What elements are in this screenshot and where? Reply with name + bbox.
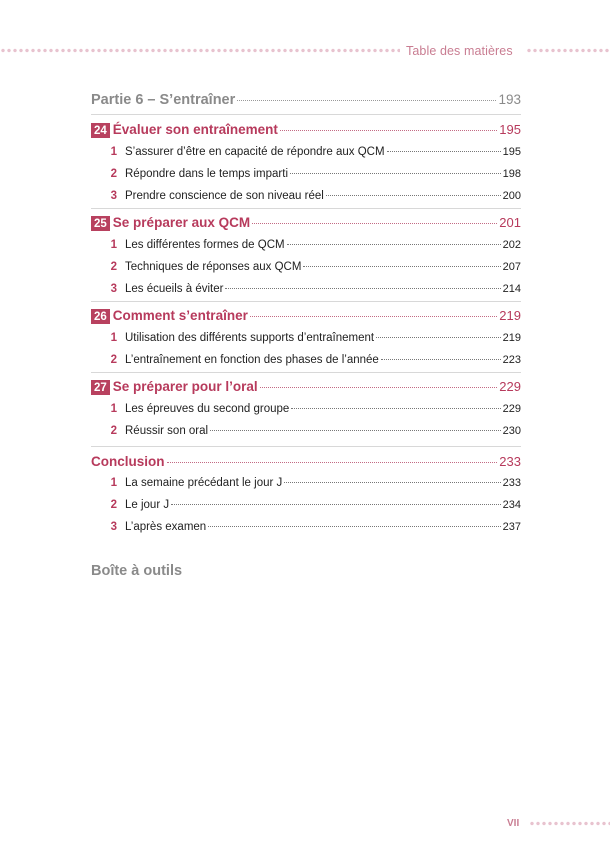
section-entry[interactable]: [91, 521, 521, 533]
header-dots-left: [0, 48, 400, 53]
part-entry[interactable]: [91, 92, 521, 108]
page-number: 198: [502, 168, 521, 180]
header-dots-right: [526, 48, 610, 53]
page-number: 233: [502, 477, 521, 489]
page-number: 219: [502, 332, 521, 344]
section-entry[interactable]: [91, 499, 521, 511]
chapter-number-badge: 24: [91, 123, 110, 138]
section-number: 1: [110, 332, 117, 344]
section-title: Utilisation des différents supports d’entraînement: [125, 332, 375, 344]
page-number: 195: [502, 146, 521, 158]
conclusion-entry[interactable]: [91, 454, 521, 469]
page-number: 195: [499, 122, 521, 137]
page-number: 214: [502, 283, 521, 295]
section-number: 2: [110, 499, 117, 511]
section-number: 1: [110, 477, 117, 489]
section-title: La semaine précédant le jour J: [125, 477, 283, 489]
section-title: Les épreuves du second groupe: [125, 403, 290, 415]
section-title: Répondre dans le temps imparti: [125, 168, 288, 180]
page-number: 223: [502, 354, 521, 366]
dot-leader: [290, 173, 501, 174]
page-number: 229: [502, 403, 521, 415]
section-title: L’après examen: [125, 521, 207, 533]
dot-leader: [291, 408, 500, 409]
dot-leader: [208, 526, 500, 527]
page-number: 230: [502, 425, 521, 437]
section-entry[interactable]: [91, 190, 521, 202]
dot-leader: [260, 387, 498, 388]
section-entry[interactable]: [91, 239, 521, 251]
page-number: 234: [502, 499, 521, 511]
section-title: Techniques de réponses aux QCM: [125, 261, 302, 273]
dot-leader: [171, 504, 501, 505]
section-number: 2: [110, 425, 117, 437]
section-title: S’assurer d’être en capacité de répondre aux QCM: [125, 146, 385, 158]
chapter-title: Se préparer pour l’oral: [112, 379, 258, 394]
dot-leader: [381, 359, 501, 360]
section-title: Le jour J: [125, 499, 170, 511]
divider: [91, 301, 521, 302]
section-title: Réussir son oral: [125, 425, 209, 437]
section-entry[interactable]: [91, 332, 521, 344]
chapter-number-badge: 25: [91, 216, 110, 231]
section-entry[interactable]: [91, 283, 521, 295]
chapter-entry[interactable]: [91, 379, 521, 395]
dot-leader: [167, 462, 498, 463]
section-entry[interactable]: [91, 354, 521, 366]
page-number: 200: [502, 190, 521, 202]
toolbox-heading[interactable]: Boîte à outils: [91, 563, 183, 579]
section-entry[interactable]: [91, 425, 521, 437]
footer-dots: [529, 821, 610, 826]
dot-leader: [287, 244, 501, 245]
dot-leader: [284, 482, 500, 483]
dot-leader: [250, 316, 497, 317]
page-folio: VII: [507, 818, 520, 829]
page-number: 207: [502, 261, 521, 273]
chapter-title: Se préparer aux QCM: [112, 215, 251, 230]
page-number: 219: [499, 308, 521, 323]
chapter-number-badge: 26: [91, 309, 110, 324]
section-number: 2: [110, 168, 117, 180]
dot-leader: [376, 337, 501, 338]
section-title: Les différentes formes de QCM: [125, 239, 285, 251]
section-number: 2: [110, 354, 117, 366]
dot-leader: [237, 100, 496, 101]
chapter-entry[interactable]: [91, 308, 521, 324]
dot-leader: [280, 130, 497, 131]
page-number: 237: [502, 521, 521, 533]
conclusion-title: Conclusion: [91, 454, 165, 469]
section-title: Prendre conscience de son niveau réel: [125, 190, 324, 202]
section-title: L’entraînement en fonction des phases de l’année: [125, 354, 379, 366]
dot-leader: [387, 151, 501, 152]
section-number: 1: [110, 403, 117, 415]
dot-leader: [303, 266, 500, 267]
chapter-entry[interactable]: [91, 122, 521, 138]
dot-leader: [225, 288, 500, 289]
dot-leader: [210, 430, 501, 431]
section-title: Les écueils à éviter: [125, 283, 224, 295]
dot-leader: [326, 195, 501, 196]
part-title: Partie 6 – S’entraîner: [91, 92, 236, 108]
page-number: 233: [499, 454, 521, 469]
page-number: 229: [499, 379, 521, 394]
page-number: 201: [499, 215, 521, 230]
chapter-entry[interactable]: [91, 215, 521, 231]
section-number: 3: [110, 521, 117, 533]
divider: [91, 208, 521, 209]
section-number: 1: [110, 146, 117, 158]
section-entry[interactable]: [91, 403, 521, 415]
dot-leader: [252, 223, 497, 224]
section-number: 1: [110, 239, 117, 251]
chapter-title: Évaluer son entraînement: [112, 122, 278, 137]
chapter-number-badge: 27: [91, 380, 110, 395]
divider: [91, 114, 521, 115]
page-number: 193: [498, 92, 521, 107]
section-entry[interactable]: [91, 477, 521, 489]
section-entry[interactable]: [91, 146, 521, 158]
section-entry[interactable]: [91, 261, 521, 273]
divider: [91, 446, 521, 447]
divider: [91, 372, 521, 373]
section-entry[interactable]: [91, 168, 521, 180]
section-number: 3: [110, 190, 117, 202]
running-header: Table des matières: [406, 44, 513, 58]
page-number: 202: [502, 239, 521, 251]
section-number: 3: [110, 283, 117, 295]
section-number: 2: [110, 261, 117, 273]
chapter-title: Comment s’entraîner: [112, 308, 248, 323]
